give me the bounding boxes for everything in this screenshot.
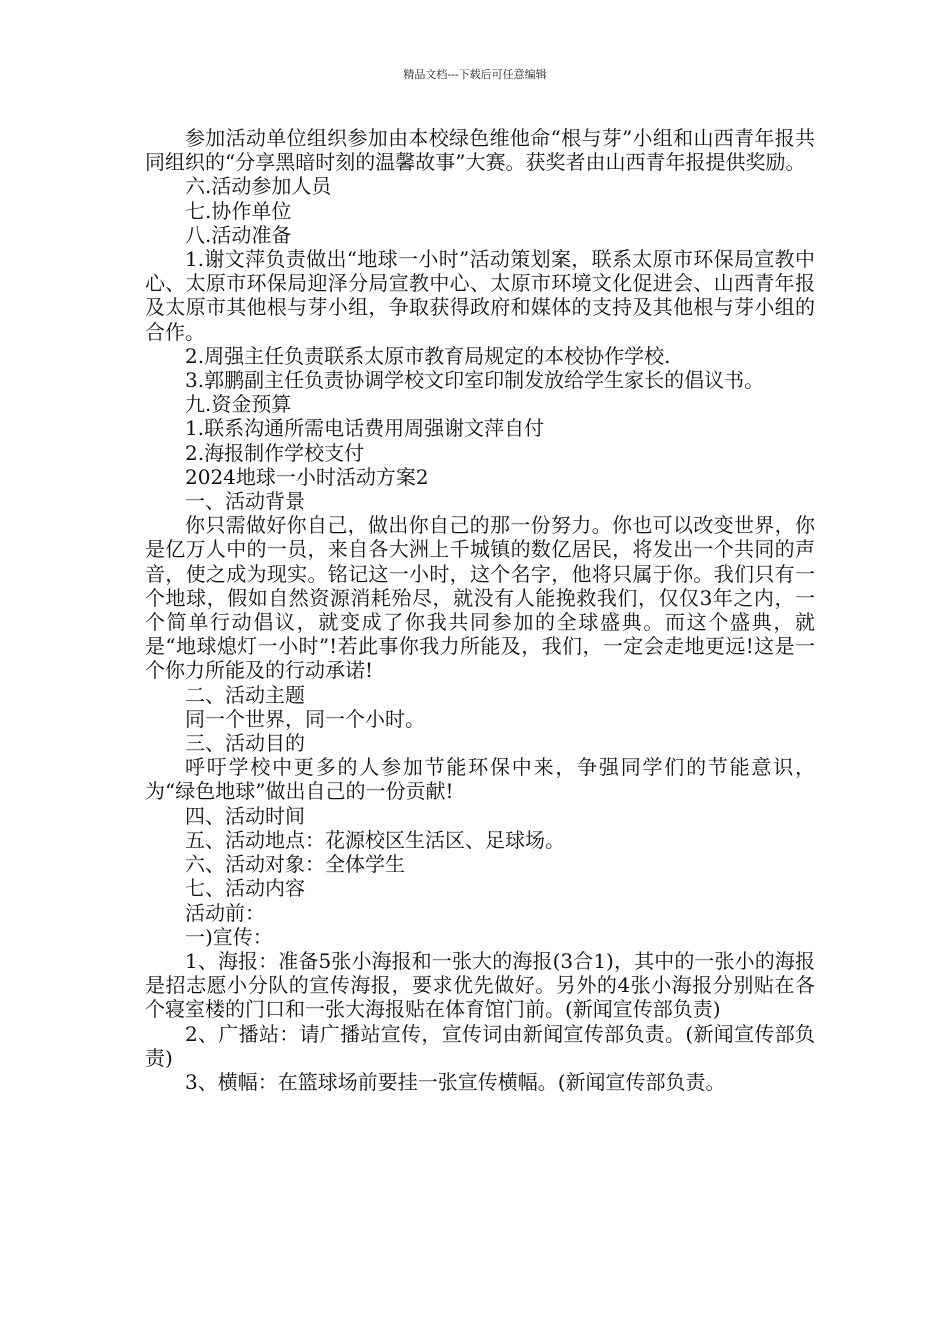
section-title: 2024地球一小时活动方案2 (185, 464, 429, 489)
paragraph: 五、活动地点：花源校区生活区、足球场。 (185, 827, 565, 852)
paragraph: 六.活动参加人员 (185, 174, 332, 199)
paragraph: 1.谢文萍负责做出“地球一小时”活动策划案，联系太原市环保局宣教中心、太原市环保局迎泽分局宣教中心、太原市环境文化促进会、山西青年报及太原市其他根与芽小组，争取获得政府和媒体的支持及其他根与芽小组的合作。 (145, 247, 815, 344)
paragraph: 七.协作单位 (185, 198, 292, 223)
heading: 七、活动内容 (185, 876, 305, 901)
heading: 四、活动时间 (185, 803, 305, 828)
paragraph: 八.活动准备 (185, 222, 292, 247)
paragraph: 3、横幅：在篮球场前要挂一张宣传横幅。(新闻宣传部负责。 (185, 1069, 726, 1094)
paragraph: 同一个世界，同一个小时。 (185, 706, 425, 731)
paragraph: 2.海报制作学校支付 (185, 440, 365, 465)
heading: 一、活动背景 (185, 489, 305, 514)
paragraph: 活动前： (185, 900, 265, 925)
paragraph: 六、活动对象：全体学生 (185, 852, 405, 877)
paragraph: 1、海报：准备5张小海报和一张大的海报(3合1)，其中的一张小的海报是招志愿小分队的宣传海报，要求优先做好。另外的4张小海报分别贴在各个寝室楼的门口和一张大海报贴在体育馆门前。(新闻宣传部负责) (145, 948, 815, 1022)
page-header: 精品文档---下载后可任意编辑 (403, 68, 547, 81)
document-body (145, 126, 815, 1094)
paragraph: 2.周强主任负责联系太原市教育局规定的本校协作学校. (185, 343, 671, 368)
paragraph: 你只需做好你自己，做出你自己的那一份努力。你也可以改变世界，你是亿万人中的一员，来自各大洲上千城镇的数亿居民，将发出一个共同的声音，使之成为现实。铭记这一小时，这个名字，他将只属于你。我们只有一个地球，假如自然资源消耗殆尽，就没有人能挽救我们，仅仅3年之内，一个简单行动倡议，就变成了你我共同参加的全球盛典。而这个盛典，就是“地球熄灯一小时”!若此事你我力所能及，我们，一定会走地更远!这是一个你力所能及的行动承诺! (145, 513, 815, 683)
paragraph: 九.资金预算 (185, 392, 292, 417)
paragraph: 3.郭鹏副主任负责协调学校文印室印制发放给学生家长的倡议书。 (185, 368, 765, 393)
paragraph: 一)宣传： (185, 924, 273, 949)
paragraph: 1.联系沟通所需电话费用周强谢文萍自付 (185, 416, 545, 441)
paragraph: 参加活动单位组织参加由本校绿色维他命“根与芽”小组和山西青年报共同组织的“分享黑暗时刻的温馨故事”大赛。获奖者由山西青年报提供奖励。 (145, 126, 815, 175)
paragraph: 2、广播站：请广播站宣传，宣传词由新闻宣传部负责。(新闻宣传部负责) (145, 1021, 815, 1070)
heading: 三、活动目的 (185, 731, 305, 756)
paragraph: 呼吁学校中更多的人参加节能环保中来，争强同学们的节能意识，为“绿色地球”做出自己的一份贡献! (145, 755, 815, 804)
heading: 二、活动主题 (185, 682, 305, 707)
